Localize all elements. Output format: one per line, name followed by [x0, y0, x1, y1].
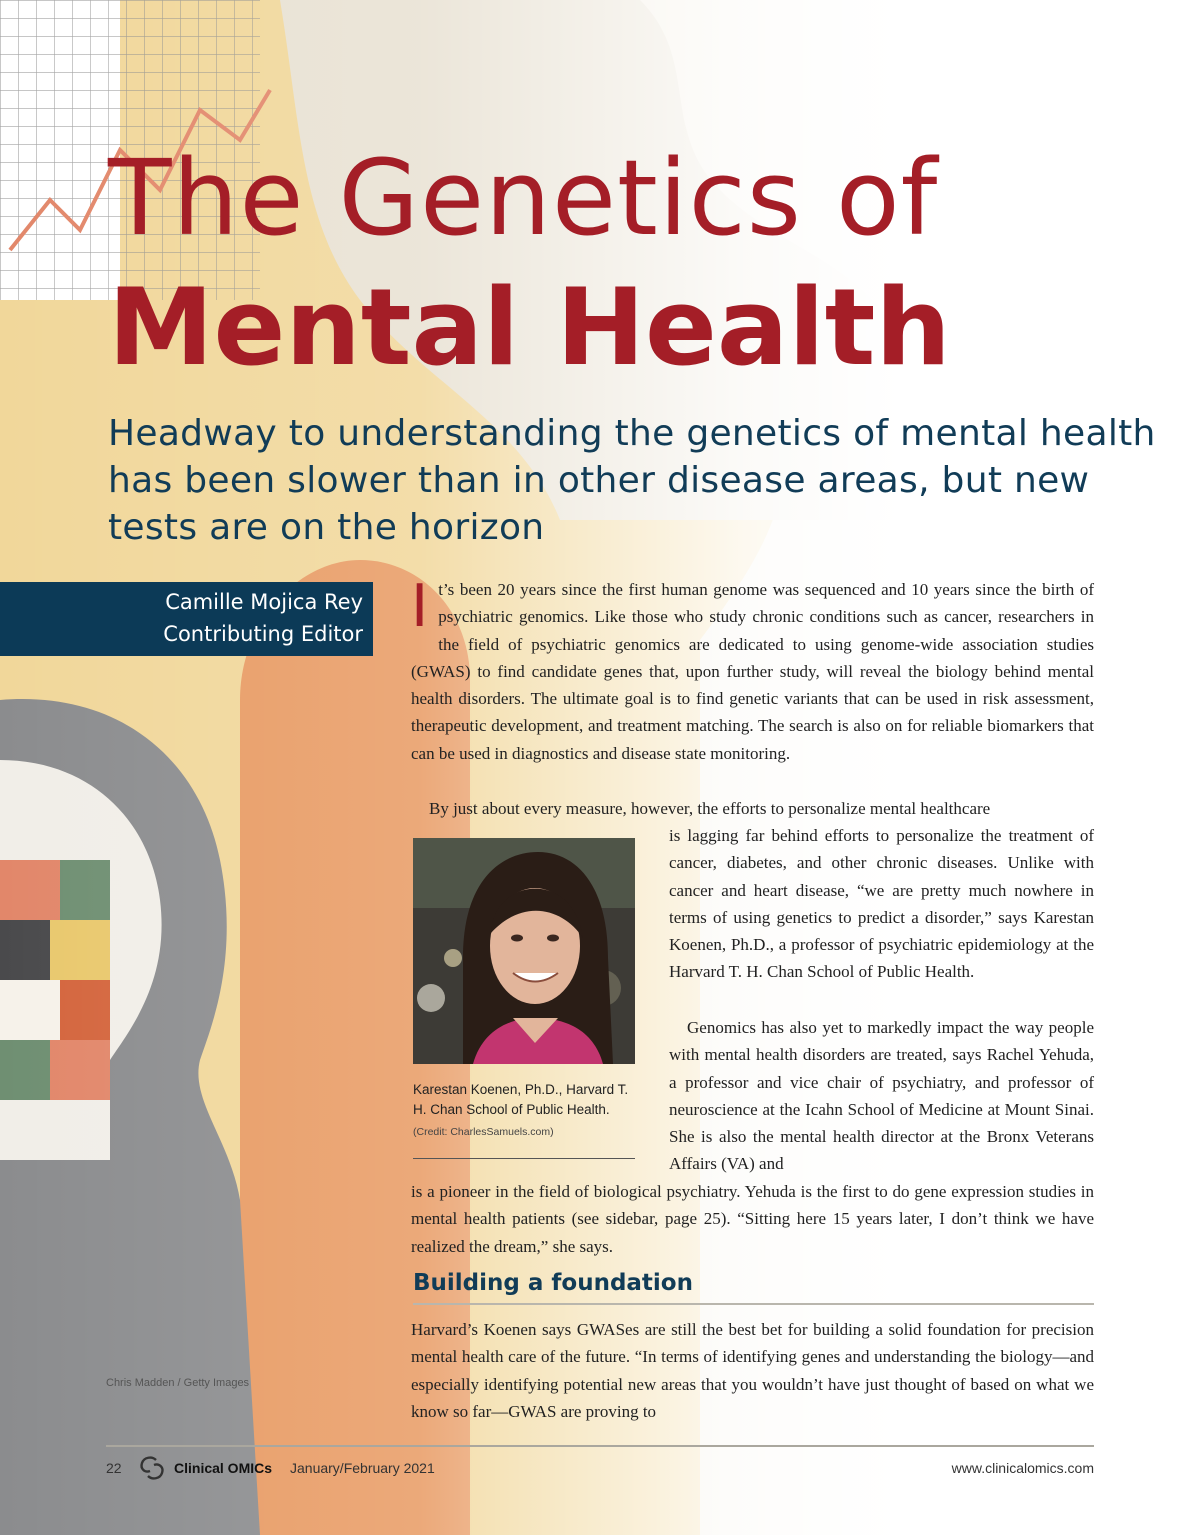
website-url[interactable]: www.clinicalomics.com — [951, 1460, 1094, 1476]
portrait-image — [413, 838, 635, 1064]
page-footer — [106, 1458, 1094, 1482]
byline-box — [0, 582, 373, 656]
page-number: 22 — [106, 1460, 122, 1476]
illustration-credit: Chris Madden / Getty Images — [106, 1377, 250, 1389]
section-heading: Building a foundation — [413, 1270, 693, 1296]
body-paragraph-1-text: t’s been 20 years since the first human genome was sequenced and 10 years since the birth of psychiatric genomics. Like those who study chronic conditions such as cancer, researchers in the field of psychiatric genomics are dedicated to using genome-wide association studies (GWAS) to find candidate genes that, upon further study, will reveal the biology behind mental health disorders. The ultimate goal is to find genetic variants that can be used in risk assessment, therapeutic development, and treatment matching. The search is also on for reliable biomarkers that can be used in diagnostics and disease state monitoring. — [411, 580, 1094, 763]
body-paragraph-2-lead: By just about every measure, however, the efforts to personalize mental healthcare — [429, 799, 991, 818]
body-paragraph-1 — [411, 571, 1094, 767]
article-subtitle: Headway to understanding the genetics of mental health has been slower than in other disease areas, but new tests are on the horizon — [108, 413, 1156, 548]
article-title-line-1: The Genetics of — [108, 137, 939, 259]
body-paragraph-2: is lagging far behind efforts to personalize the treatment of cancer, diabetes, and other chronic diseases. Unlike with cancer and heart disease, “we are pretty much nowhere in terms of using genetics to predict a disorder,” says Karestan Koenen, Ph.D., a professor of psychiatric epidemiology at the Harvard T. H. Chan School of Public Health. — [669, 826, 1094, 982]
author-role: Contributing Editor — [163, 622, 363, 646]
author-photo — [413, 838, 635, 1064]
footer-divider — [106, 1445, 1094, 1447]
author-name: Camille Mojica Rey — [165, 590, 363, 614]
article-title-line-2: Mental Health — [108, 266, 951, 389]
body-paragraph-4: Harvard’s Koenen says GWASes are still the best bet for building a solid foundation for precision mental health care of the future. “In terms of identifying genes and understanding the biology—and especially identifying potential new areas that you wouldn’t have just thought of based on what we know so far—GWAS are proving to — [411, 1320, 1094, 1421]
magazine-logo-icon — [136, 1454, 168, 1482]
body-paragraph-3-continued: is a pioneer in the field of biological psychiatry. Yehuda is the first to do gene expression studies in mental health patients (see sidebar, page 25). “Sitting here 15 years later, I don’t think we have realized the dream,” she says. — [411, 1182, 1094, 1256]
body-paragraph-3: Genomics has also yet to markedly impact the way people with mental health disorders are treated, says Rachel Yehuda, a professor and vice chair of psychiatry, and professor of neuroscience at the Icahn School of Medicine at Mount Sinai. She is also the mental health director at the Bronx Veterans Affairs (VA) and — [669, 1018, 1094, 1174]
photo-caption-block — [413, 1080, 643, 1142]
drop-cap: I — [411, 571, 429, 640]
section-divider — [413, 1303, 1094, 1305]
photo-caption: Karestan Koenen, Ph.D., Harvard T. H. Chan School of Public Health. — [413, 1082, 629, 1117]
photo-credit: (Credit: CharlesSamuels.com) — [413, 1126, 554, 1138]
caption-divider — [413, 1158, 635, 1159]
issue-date: January/February 2021 — [290, 1460, 435, 1476]
magazine-name: Clinical OMICs — [174, 1460, 273, 1476]
